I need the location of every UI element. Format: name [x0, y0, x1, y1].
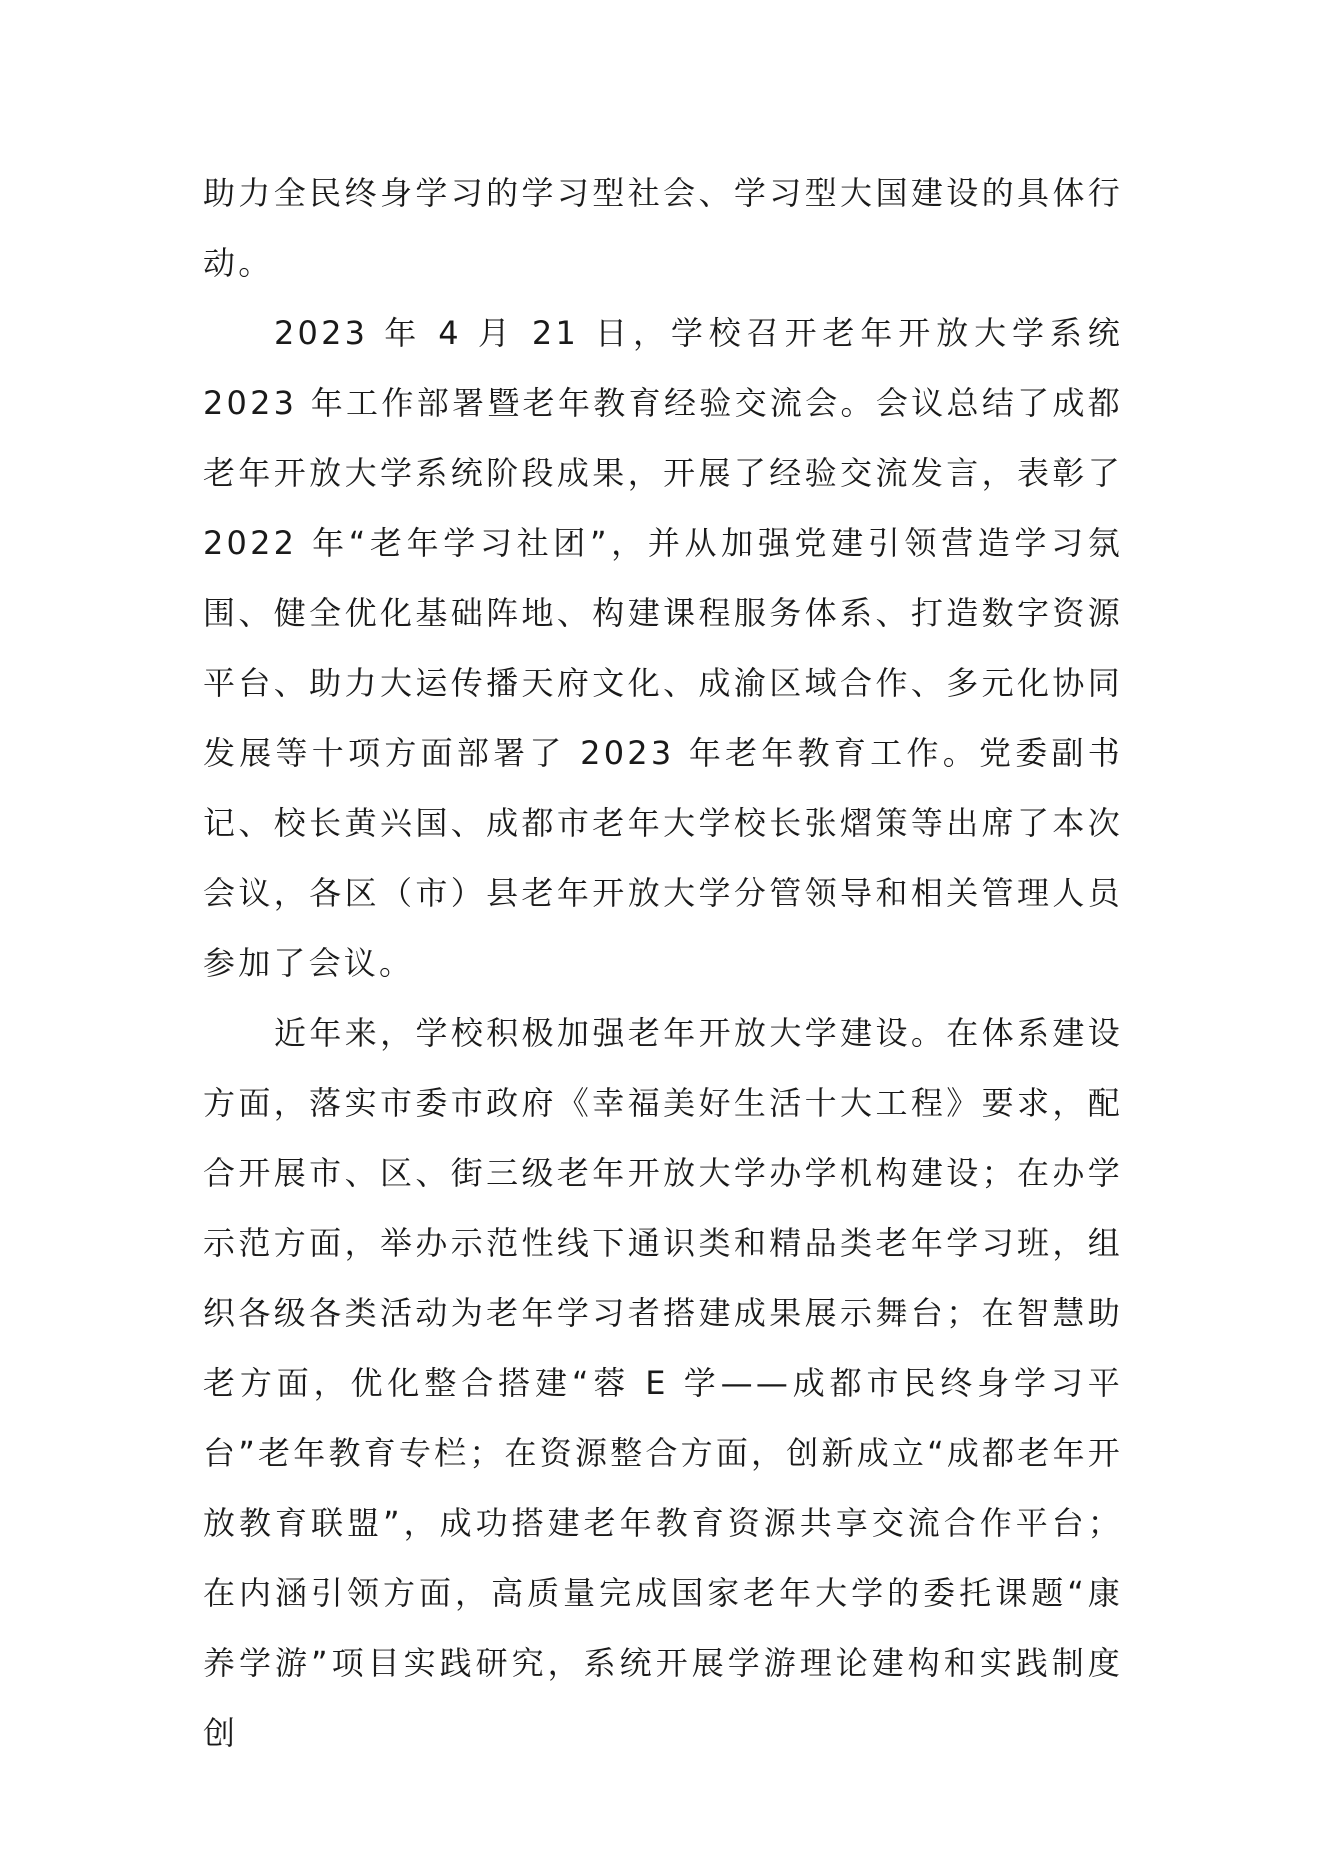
- paragraph-meeting-report: 2023 年 4 月 21 日，学校召开老年开放大学系统 2023 年工作部署暨老年教育经验交流会。会议总结了成都老年开放大学系统阶段成果，开展了经验交流发言，表彰了 2022 年“老年学习社团”，并从加强党建引领营造学习氛围、健全优化基础阵地、构建课程服务体系、打造数字资源平台、助力大运传播天府文化、成渝区域合作、多元化协同发展等十项方面部署了 2023 年老年教育工作。党委副书记、校长黄兴国、成都市老年大学校长张熠策等出席了本次会议，各区（市）县老年开放大学分管领导和相关管理人员参加了会议。: [203, 314, 1123, 982]
- document-body: [203, 158, 1123, 1768]
- paragraph-continuation: 助力全民终身学习的学习型社会、学习型大国建设的具体行动。: [203, 174, 1123, 282]
- paragraph-recent-years: 近年来，学校积极加强老年开放大学建设。在体系建设方面，落实市委市政府《幸福美好生活十大工程》要求，配合开展市、区、街三级老年开放大学办学机构建设；在办学示范方面，举办示范性线下通识类和精品类老年学习班，组织各级各类活动为老年学习者搭建成果展示舞台；在智慧助老方面，优化整合搭建“蓉 E 学——成都市民终身学习平台”老年教育专栏；在资源整合方面，创新成立“成都老年开放教育联盟”，成功搭建老年教育资源共享交流合作平台；在内涵引领方面，高质量完成国家老年大学的委托课题“康养学游”项目实践研究，系统开展学游理论建构和实践制度创: [203, 1014, 1123, 1752]
